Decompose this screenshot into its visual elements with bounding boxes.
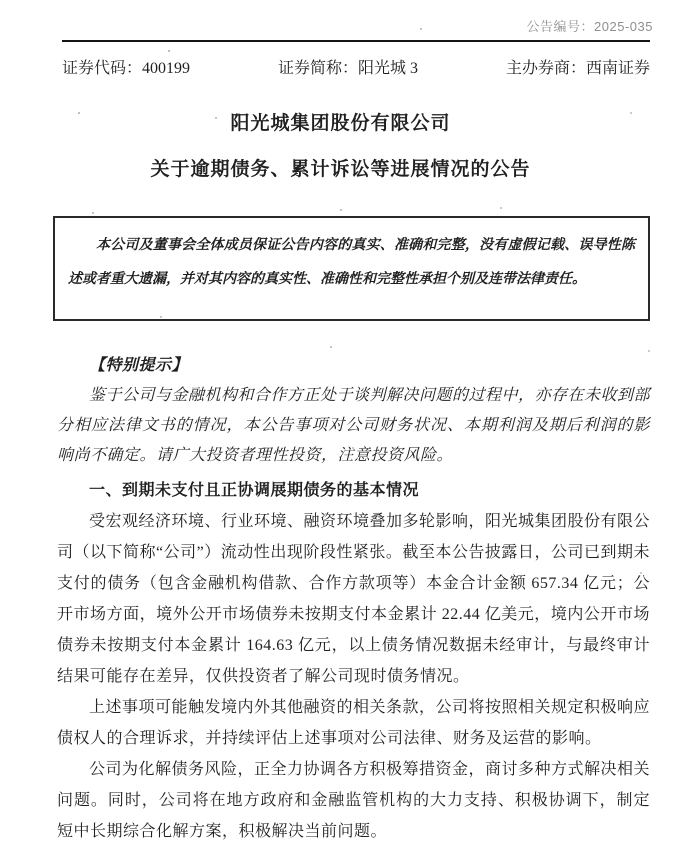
security-name-field — [278, 55, 418, 78]
section1-paragraph-2: 上述事项可能触发境内外其他融资的相关条款，公司将按照相关规定积极响应债权人的合理诉求，并持续评估上述事项对公司法律、财务及运营的影响。 — [57, 699, 651, 747]
section1-paragraph-3: 公司为化解债务风险，正全力协调各方积极筹措资金，商讨多种方式解决相关问题。同时，公司将在地方政府和金融监管机构的大力支持、积极协调下，制定短中长期综合化解方案，积极解决当前问题。 — [57, 761, 651, 840]
company-title: 阳光城集团股份有限公司 — [230, 113, 451, 134]
document-body — [57, 351, 650, 847]
disclaimer-box — [53, 216, 650, 321]
security-code-value: 400199 — [142, 60, 191, 77]
security-header-row — [62, 55, 650, 78]
section1-heading: 一、到期未支付且正协调展期债务的基本情况 — [89, 482, 420, 499]
announcement-title: 关于逾期债务、累计诉讼等进展情况的公告 — [150, 159, 531, 180]
special-notice-label: 【特别提示】 — [89, 357, 189, 374]
security-name-value: 阳光城 3 — [357, 60, 418, 77]
announcement-number: 公告编号：2025-035 — [526, 19, 653, 34]
security-name-label: 证券简称： — [277, 60, 358, 77]
special-notice-text: 鉴于公司与金融机构和合作方正处于谈判解决问题的过程中，亦存在未收到部分相应法律文书的情况，本公告事项对公司财务状况、本期利润及期后利润的影响尚不确定。请广大投资者理性投资，注意投资风险。 — [57, 387, 651, 464]
security-code-label: 证券代码： — [62, 60, 143, 77]
sponsor-value: 西南证券 — [585, 60, 650, 77]
disclaimer-text: 本公司及董事会全体成员保证公告内容的真实、准确和完整，没有虚假记载、误导性陈述或者重大遗漏，并对其内容的真实性、准确性和完整性承担个别及连带法律责任。 — [68, 238, 635, 287]
sponsor-field — [506, 55, 650, 78]
section1-paragraph-1: 受宏观经济环境、行业环境、融资环境叠加多轮影响，阳光城集团股份有限公司（以下简称“公司”）流动性出现阶段性紧张。截至本公告披露日，公司已到期未支付的债务（包含金融机构借款、合作方款项等）本金合计金额 657.34 亿元；公开市场方面，境外公开市场债券未按期支付本金累计 22.44 亿美元，境内公开市场债券未按期支付本金累计 164.63 亿元，以上债务情况数据未经审计，与最终审计结果可能存在差异，仅供投资者了解公司现时债务情况。 — [57, 513, 651, 685]
announcement-page — [0, 16, 681, 840]
header-rule-line — [62, 40, 650, 42]
security-code-field — [62, 55, 190, 78]
sponsor-label: 主办券商： — [505, 60, 586, 77]
